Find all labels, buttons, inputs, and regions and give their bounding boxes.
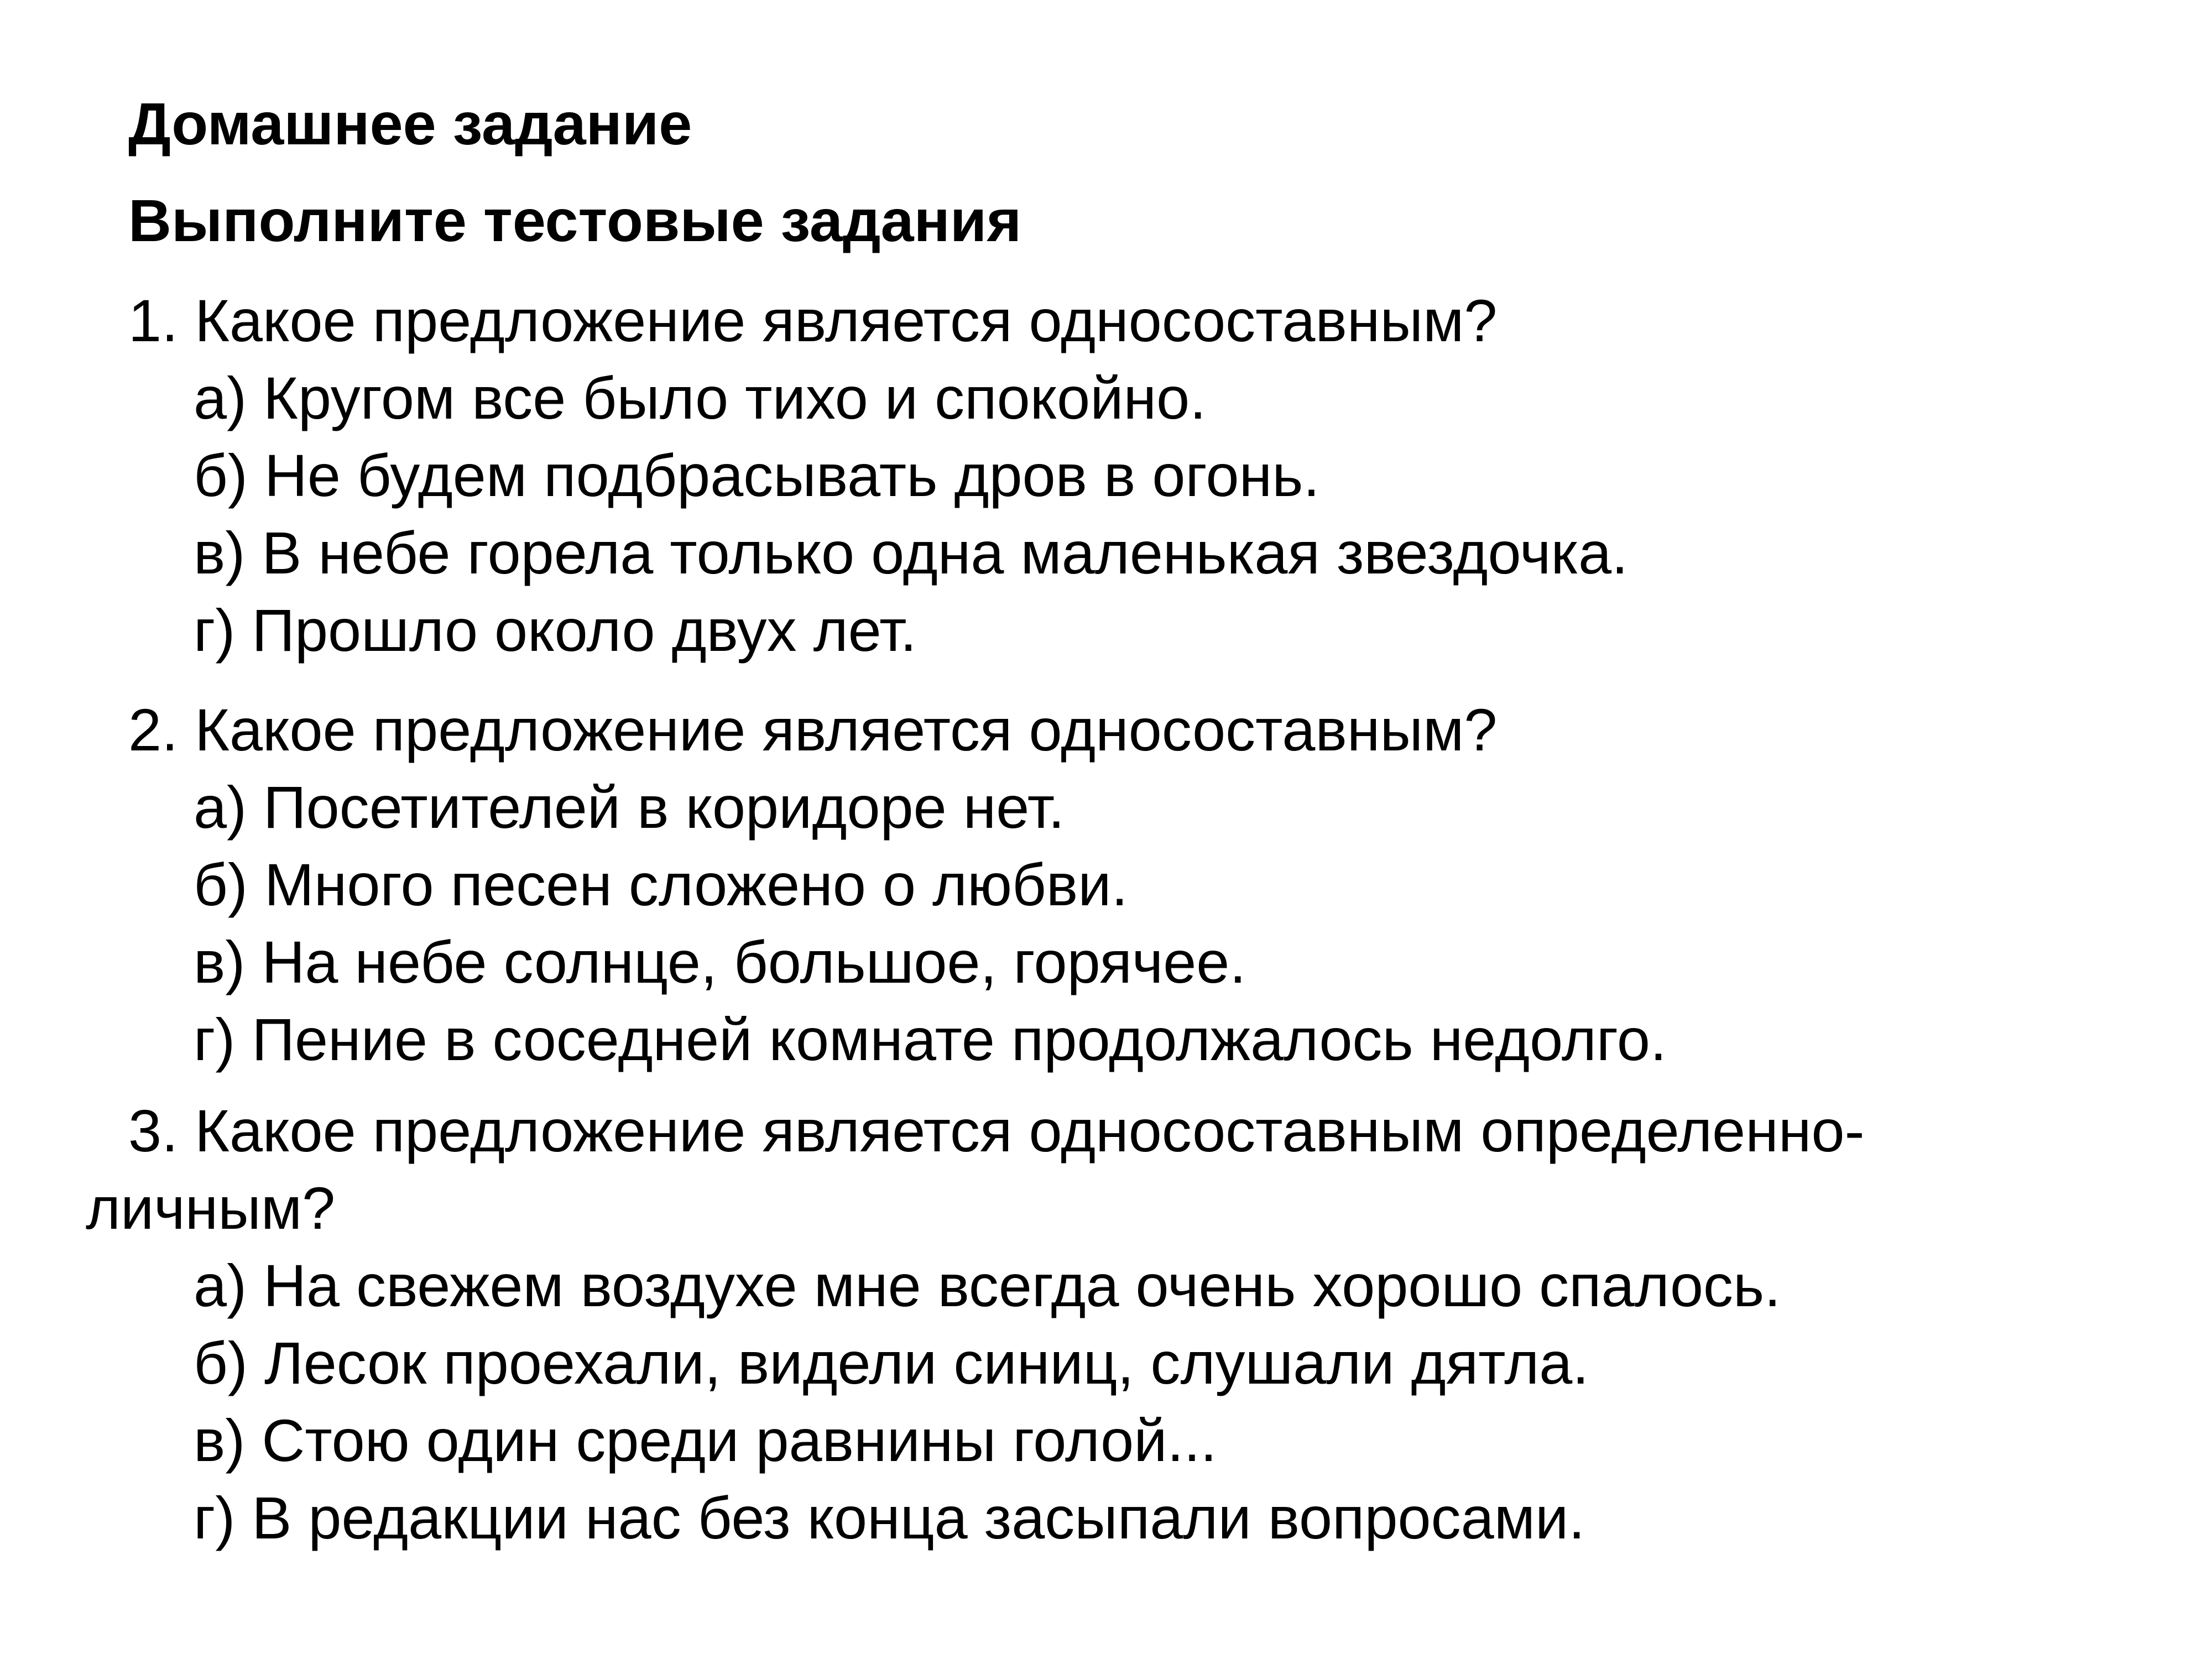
question-text: 1. Какое предложение является односоставным? — [128, 287, 1498, 354]
answer-option-d: г) В редакции нас без конца засыпали вопросами. — [194, 1484, 1585, 1551]
answer-option-a: а) Кругом все было тихо и спокойно. — [194, 364, 1207, 431]
page-title: Домашнее задание — [128, 90, 692, 157]
answer-option-d: г) Прошло около двух лет. — [194, 597, 917, 664]
answer-option-d: г) Пение в соседней комнате продолжалось недолго. — [194, 1006, 1667, 1073]
question-3 — [0, 1092, 2212, 1557]
page-subtitle: Выполните тестовые задания — [128, 187, 1022, 254]
answer-option-a: а) Посетителей в коридоре нет. — [194, 774, 1065, 841]
question-2 — [0, 691, 2212, 1078]
answer-options — [0, 359, 2212, 669]
question-text: 2. Какое предложение является односоставным? — [128, 696, 1498, 763]
question-text: 3. Какое предложение является односоставным определенно-личным? — [86, 1097, 1865, 1241]
answer-option-c: в) На небе солнце, большое, горячее. — [194, 928, 1246, 995]
answer-option-a: а) На свежем воздухе мне всегда очень хорошо спалось. — [194, 1252, 1781, 1319]
answer-option-c: в) В небе горела только одна маленькая звездочка. — [194, 519, 1629, 586]
answer-option-b: б) Не будем подбрасывать дров в огонь. — [194, 442, 1320, 509]
answer-options — [0, 769, 2212, 1078]
answer-option-c: в) Стою один среди равнины голой... — [194, 1407, 1217, 1474]
answer-option-b: б) Много песен сложено о любви. — [194, 851, 1128, 918]
answer-option-b: б) Лесок проехали, видели синиц, слушали дятла. — [194, 1329, 1589, 1396]
answer-options — [0, 1247, 2212, 1557]
question-1 — [0, 282, 2212, 669]
